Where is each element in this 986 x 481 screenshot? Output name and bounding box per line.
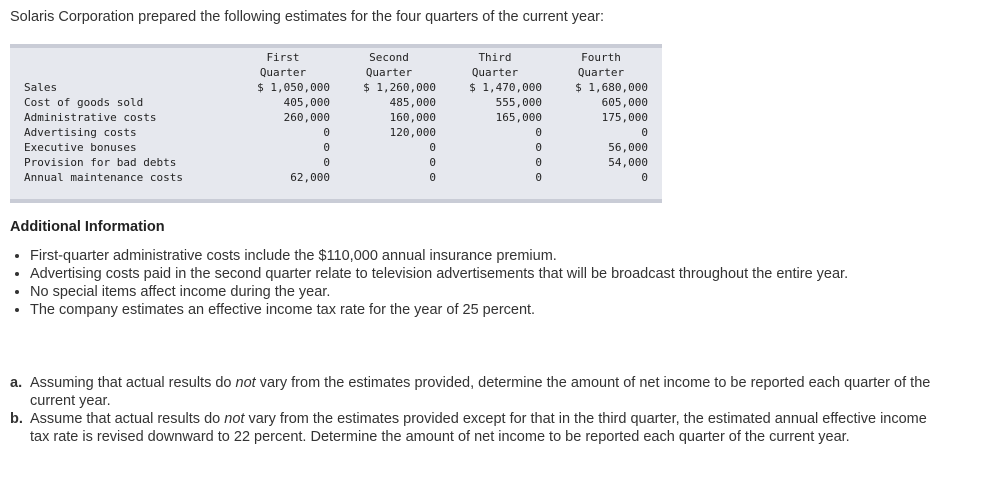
quarter-4-value — [548, 140, 654, 155]
question-a-label: a. — [10, 375, 23, 391]
cell-value: 0 — [535, 141, 542, 154]
cell-value: 0 — [323, 141, 330, 154]
list-item: • Advertising costs paid in the second quarter relate to television advertisements that will be broadcast throughout the entire year. — [30, 265, 980, 283]
header-label-blank — [24, 65, 230, 80]
quarter-1-value — [230, 125, 336, 140]
cell-value: 0 — [429, 141, 436, 154]
question-b-label: b. — [10, 411, 23, 427]
question-b-emphasis: not — [224, 411, 245, 427]
cell-value: 160,000 — [389, 111, 436, 124]
header-q3-line2: Quarter — [471, 66, 519, 79]
table-row — [24, 140, 654, 155]
quarter-3-value — [442, 80, 548, 95]
quarter-2-value — [336, 95, 442, 110]
quarter-2-value — [336, 170, 442, 185]
list-item: • No special items affect income during the year. — [30, 283, 980, 301]
question-b — [10, 410, 945, 446]
row-label: Sales — [24, 81, 58, 94]
cell-value: 0 — [535, 171, 542, 184]
cell-value: $ 1,470,000 — [469, 81, 542, 94]
question-b-text — [10, 410, 945, 446]
header-label-blank — [24, 50, 230, 65]
cell-value: 0 — [429, 171, 436, 184]
cell-value: 175,000 — [601, 111, 648, 124]
question-b-text-part: vary from the estimates provided except for that in the third quarter, the estimated annual effective income tax rate is revised downward to 22 percent. Determine the amount of net income to be reported each quarter of the current year. — [30, 411, 927, 445]
cell-value: 260,000 — [283, 111, 330, 124]
quarter-4-value — [548, 110, 654, 125]
question-a-text-part: Assuming that actual results do — [30, 375, 236, 391]
cell-value: 485,000 — [389, 96, 436, 109]
list-item: • The company estimates an effective income tax rate for the year of 25 percent. — [30, 301, 980, 319]
cell-value: 0 — [641, 171, 648, 184]
cell-value: 555,000 — [495, 96, 542, 109]
row-label: Cost of goods sold — [24, 96, 144, 109]
quarter-2-value — [336, 80, 442, 95]
cell-value: 0 — [323, 156, 330, 169]
cell-value: 0 — [429, 156, 436, 169]
cell-value: 605,000 — [601, 96, 648, 109]
header-q1-line2: Quarter — [259, 66, 307, 79]
quarter-3-value — [442, 155, 548, 170]
quarter-1-value — [230, 95, 336, 110]
header-q3-line1: Third — [478, 51, 512, 64]
quarter-2-value — [336, 155, 442, 170]
header-row-1 — [24, 50, 654, 65]
quarter-1-value — [230, 155, 336, 170]
quarter-3-value — [442, 110, 548, 125]
row-label: Executive bonuses — [24, 141, 137, 154]
cell-value: 165,000 — [495, 111, 542, 124]
quarter-3-value — [442, 170, 548, 185]
table-row — [24, 125, 654, 140]
quarter-4-value — [548, 95, 654, 110]
table-row — [24, 110, 654, 125]
quarter-1-value — [230, 80, 336, 95]
cell-value: 62,000 — [290, 171, 330, 184]
cell-value: 0 — [535, 156, 542, 169]
quarter-4-value — [548, 170, 654, 185]
cell-value: 120,000 — [389, 126, 436, 139]
question-a-text-part: vary from the estimates provided, determine the amount of net income to be reported each quarter of the current year. — [30, 375, 931, 409]
quarter-3-value — [442, 140, 548, 155]
quarter-2-value — [336, 125, 442, 140]
header-q2-line1: Second — [369, 51, 409, 64]
cell-value: $ 1,050,000 — [257, 81, 330, 94]
cell-value: 0 — [323, 126, 330, 139]
quarter-4-value — [548, 80, 654, 95]
header-row-2 — [24, 65, 654, 80]
cell-value: 56,000 — [608, 141, 648, 154]
header-q1-line1: First — [266, 51, 300, 64]
estimates-table-panel — [10, 44, 662, 203]
row-label: Provision for bad debts — [24, 156, 177, 169]
question-b-text-part: Assume that actual results do — [30, 411, 225, 427]
list-item: • First-quarter administrative costs include the $110,000 annual insurance premium. — [30, 247, 980, 265]
quarter-2-value — [336, 140, 442, 155]
table-row — [24, 80, 654, 95]
intro-text: Solaris Corporation prepared the following estimates for the four quarters of the current year: — [10, 9, 604, 25]
quarter-2-value — [336, 110, 442, 125]
cell-value: 0 — [535, 126, 542, 139]
header-q2-line2: Quarter — [365, 66, 413, 79]
question-a — [10, 374, 945, 410]
cell-value: $ 1,260,000 — [363, 81, 436, 94]
row-label: Annual maintenance costs — [24, 171, 183, 184]
cell-value: $ 1,680,000 — [575, 81, 648, 94]
additional-info-heading: Additional Information — [10, 219, 165, 235]
question-a-emphasis: not — [235, 375, 256, 391]
quarter-3-value — [442, 95, 548, 110]
table-row — [24, 95, 654, 110]
table-row — [24, 170, 654, 185]
additional-info-list — [10, 247, 980, 319]
cell-value: 405,000 — [283, 96, 330, 109]
quarter-3-value — [442, 125, 548, 140]
quarter-4-value — [548, 125, 654, 140]
quarter-4-value — [548, 155, 654, 170]
quarter-1-value — [230, 140, 336, 155]
row-label: Advertising costs — [24, 126, 137, 139]
quarter-1-value — [230, 110, 336, 125]
quarter-1-value — [230, 170, 336, 185]
header-q4-line2: Quarter — [577, 66, 625, 79]
cell-value: 0 — [641, 126, 648, 139]
estimates-table — [24, 50, 654, 185]
header-q4-line1: Fourth — [581, 51, 621, 64]
cell-value: 54,000 — [608, 156, 648, 169]
table-row — [24, 155, 654, 170]
question-a-text — [10, 374, 945, 410]
row-label: Administrative costs — [24, 111, 157, 124]
